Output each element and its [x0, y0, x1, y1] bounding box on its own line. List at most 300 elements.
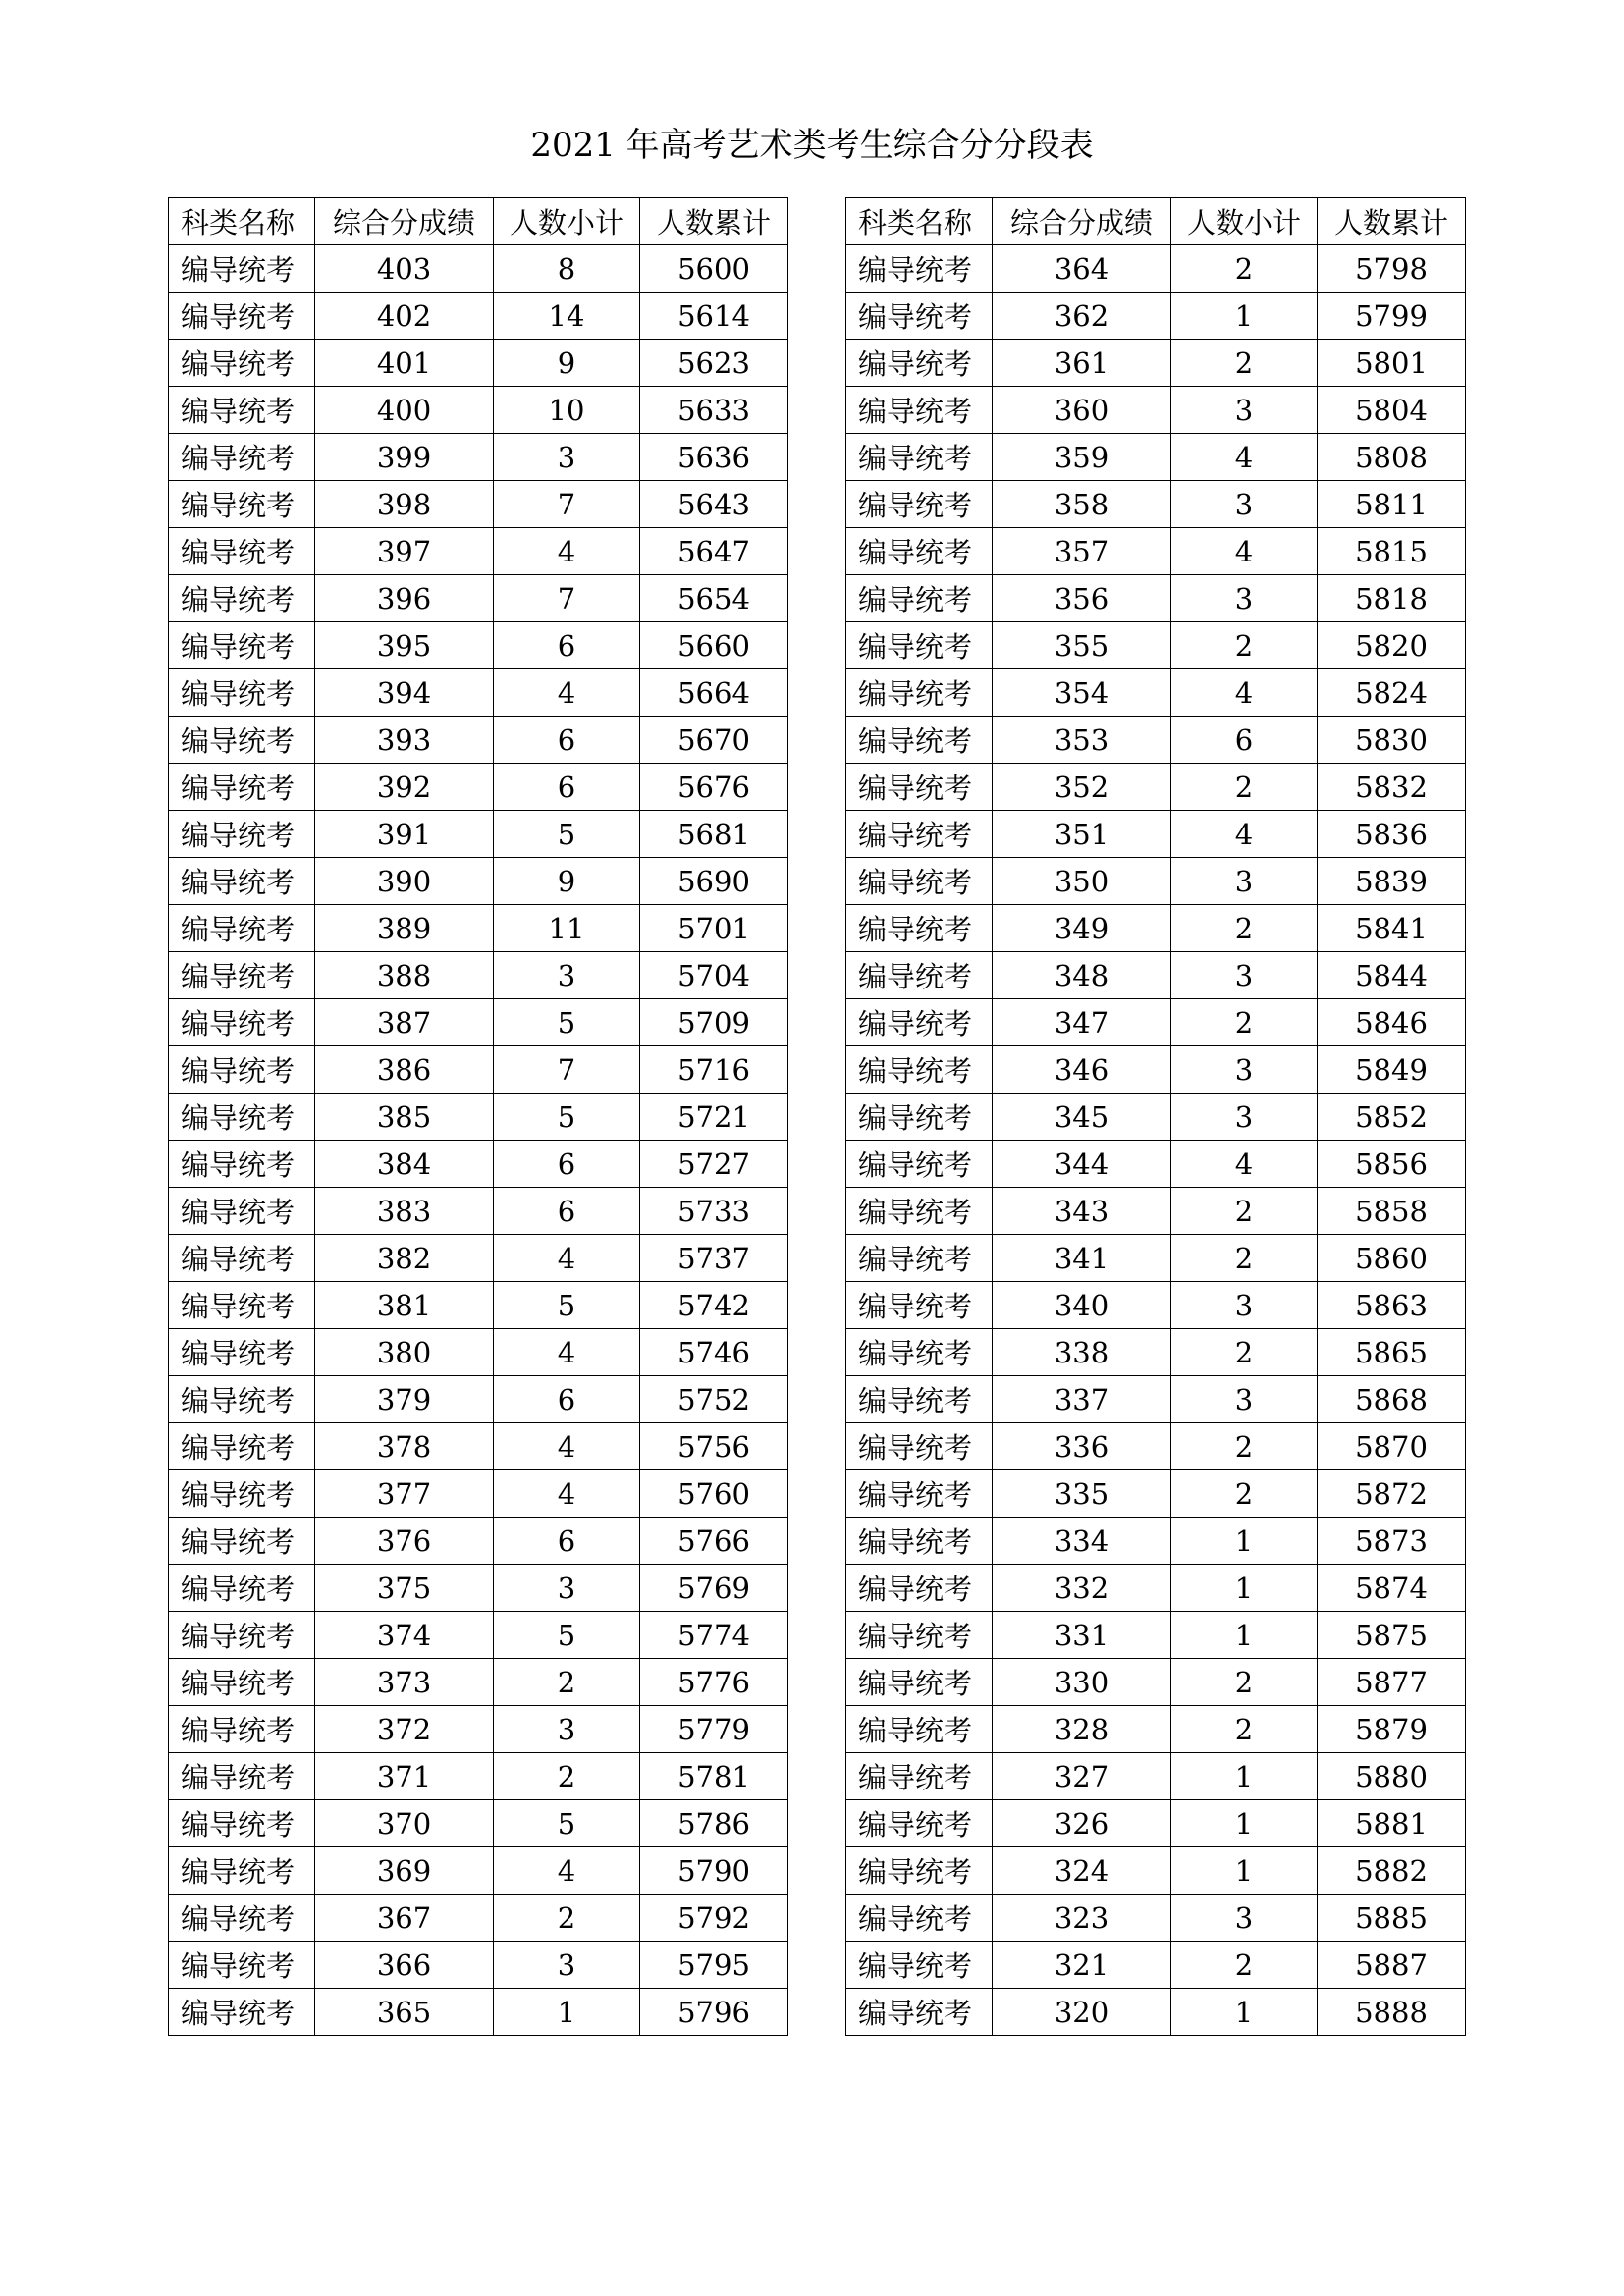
cell-category: 编导统考 — [846, 905, 993, 952]
cell-cumulative: 5670 — [640, 717, 788, 764]
table-row — [169, 1612, 788, 1659]
cell-cumulative: 5781 — [640, 1753, 788, 1800]
cell-cumulative: 5818 — [1318, 575, 1466, 622]
cell-cumulative: 5704 — [640, 952, 788, 999]
cell-cumulative: 5846 — [1318, 999, 1466, 1046]
table-row — [846, 1847, 1466, 1895]
cell-score: 374 — [315, 1612, 494, 1659]
table-row — [169, 434, 788, 481]
cell-count: 3 — [1171, 481, 1318, 528]
table-row — [846, 434, 1466, 481]
cell-cumulative: 5885 — [1318, 1895, 1466, 1942]
cell-cumulative: 5880 — [1318, 1753, 1466, 1800]
cell-score: 359 — [993, 434, 1171, 481]
cell-count: 7 — [494, 575, 640, 622]
table-row — [846, 858, 1466, 905]
table-row — [169, 669, 788, 717]
cell-category: 编导统考 — [169, 575, 315, 622]
cell-count: 1 — [1171, 293, 1318, 340]
cell-cumulative: 5824 — [1318, 669, 1466, 717]
cell-score: 338 — [993, 1329, 1171, 1376]
cell-count: 14 — [494, 293, 640, 340]
cell-cumulative: 5690 — [640, 858, 788, 905]
cell-category: 编导统考 — [846, 1753, 993, 1800]
cell-count: 6 — [494, 1518, 640, 1565]
cell-cumulative: 5811 — [1318, 481, 1466, 528]
cell-cumulative: 5798 — [1318, 245, 1466, 293]
table-row — [169, 528, 788, 575]
cell-category: 编导统考 — [846, 481, 993, 528]
cell-cumulative: 5701 — [640, 905, 788, 952]
cell-cumulative: 5769 — [640, 1565, 788, 1612]
cell-category: 编导统考 — [846, 1141, 993, 1188]
cell-count: 1 — [1171, 1753, 1318, 1800]
table-body-left — [169, 245, 788, 2036]
cell-count: 2 — [494, 1659, 640, 1706]
cell-score: 366 — [315, 1942, 494, 1989]
cell-cumulative: 5882 — [1318, 1847, 1466, 1895]
cell-count: 1 — [1171, 1800, 1318, 1847]
cell-count: 4 — [494, 1329, 640, 1376]
cell-category: 编导统考 — [169, 1046, 315, 1094]
cell-count: 3 — [1171, 575, 1318, 622]
cell-score: 396 — [315, 575, 494, 622]
cell-count: 4 — [494, 1847, 640, 1895]
cell-score: 402 — [315, 293, 494, 340]
cell-count: 2 — [1171, 999, 1318, 1046]
cell-cumulative: 5756 — [640, 1423, 788, 1470]
cell-cumulative: 5774 — [640, 1612, 788, 1659]
cell-cumulative: 5865 — [1318, 1329, 1466, 1376]
cell-count: 2 — [1171, 905, 1318, 952]
cell-category: 编导统考 — [846, 858, 993, 905]
cell-cumulative: 5849 — [1318, 1046, 1466, 1094]
cell-category: 编导统考 — [169, 858, 315, 905]
table-row — [169, 1847, 788, 1895]
table-row — [169, 293, 788, 340]
cell-count: 4 — [494, 1235, 640, 1282]
table-row — [169, 1470, 788, 1518]
cell-cumulative: 5664 — [640, 669, 788, 717]
cell-category: 编导统考 — [169, 293, 315, 340]
cell-score: 344 — [993, 1141, 1171, 1188]
cell-score: 321 — [993, 1942, 1171, 1989]
table-row — [846, 1094, 1466, 1141]
cell-category: 编导统考 — [169, 717, 315, 764]
cell-category: 编导统考 — [169, 1895, 315, 1942]
table-row — [169, 1141, 788, 1188]
cell-count: 6 — [494, 764, 640, 811]
cell-count: 2 — [1171, 1706, 1318, 1753]
table-row — [846, 1753, 1466, 1800]
cell-cumulative: 5766 — [640, 1518, 788, 1565]
cell-score: 324 — [993, 1847, 1171, 1895]
cell-score: 360 — [993, 387, 1171, 434]
cell-score: 357 — [993, 528, 1171, 575]
table-row — [169, 1423, 788, 1470]
cell-score: 337 — [993, 1376, 1171, 1423]
cell-score: 335 — [993, 1470, 1171, 1518]
cell-score: 340 — [993, 1282, 1171, 1329]
cell-cumulative: 5832 — [1318, 764, 1466, 811]
cell-category: 编导统考 — [846, 575, 993, 622]
cell-score: 397 — [315, 528, 494, 575]
cell-cumulative: 5820 — [1318, 622, 1466, 669]
table-row — [846, 481, 1466, 528]
cell-score: 372 — [315, 1706, 494, 1753]
cell-score: 348 — [993, 952, 1171, 999]
cell-count: 3 — [494, 1942, 640, 1989]
cell-count: 9 — [494, 340, 640, 387]
cell-score: 351 — [993, 811, 1171, 858]
cell-cumulative: 5779 — [640, 1706, 788, 1753]
cell-category: 编导统考 — [846, 717, 993, 764]
cell-cumulative: 5746 — [640, 1329, 788, 1376]
cell-cumulative: 5790 — [640, 1847, 788, 1895]
cell-cumulative: 5863 — [1318, 1282, 1466, 1329]
cell-cumulative: 5856 — [1318, 1141, 1466, 1188]
cell-category: 编导统考 — [169, 1565, 315, 1612]
cell-category: 编导统考 — [846, 669, 993, 717]
cell-count: 10 — [494, 387, 640, 434]
cell-score: 391 — [315, 811, 494, 858]
cell-category: 编导统考 — [169, 952, 315, 999]
cell-count: 7 — [494, 481, 640, 528]
table-row — [169, 1282, 788, 1329]
cell-category: 编导统考 — [846, 1188, 993, 1235]
cell-score: 364 — [993, 245, 1171, 293]
table-row — [846, 1989, 1466, 2036]
table-row — [846, 1706, 1466, 1753]
cell-category: 编导统考 — [846, 811, 993, 858]
cell-category: 编导统考 — [169, 1942, 315, 1989]
table-row — [169, 1895, 788, 1942]
score-table-right — [845, 197, 1466, 2036]
cell-score: 365 — [315, 1989, 494, 2036]
cell-cumulative: 5887 — [1318, 1942, 1466, 1989]
cell-category: 编导统考 — [169, 622, 315, 669]
table-row — [169, 999, 788, 1046]
cell-cumulative: 5881 — [1318, 1800, 1466, 1847]
cell-score: 354 — [993, 669, 1171, 717]
cell-cumulative: 5733 — [640, 1188, 788, 1235]
cell-category: 编导统考 — [846, 434, 993, 481]
cell-cumulative: 5874 — [1318, 1565, 1466, 1612]
cell-score: 334 — [993, 1518, 1171, 1565]
cell-cumulative: 5852 — [1318, 1094, 1466, 1141]
cell-score: 361 — [993, 340, 1171, 387]
cell-cumulative: 5647 — [640, 528, 788, 575]
cell-cumulative: 5742 — [640, 1282, 788, 1329]
table-row — [169, 1942, 788, 1989]
header-category: 科类名称 — [169, 198, 315, 245]
table-row — [846, 293, 1466, 340]
cell-category: 编导统考 — [169, 1753, 315, 1800]
cell-cumulative: 5799 — [1318, 293, 1466, 340]
cell-score: 393 — [315, 717, 494, 764]
table-row — [846, 1282, 1466, 1329]
cell-count: 3 — [1171, 952, 1318, 999]
table-row — [169, 481, 788, 528]
cell-category: 编导统考 — [169, 999, 315, 1046]
cell-count: 1 — [1171, 1565, 1318, 1612]
cell-category: 编导统考 — [169, 387, 315, 434]
cell-category: 编导统考 — [169, 1470, 315, 1518]
cell-cumulative: 5776 — [640, 1659, 788, 1706]
table-row — [169, 1046, 788, 1094]
table-row — [169, 622, 788, 669]
cell-category: 编导统考 — [169, 905, 315, 952]
table-row — [846, 717, 1466, 764]
cell-count: 4 — [494, 1423, 640, 1470]
cell-count: 11 — [494, 905, 640, 952]
cell-category: 编导统考 — [169, 1612, 315, 1659]
cell-score: 355 — [993, 622, 1171, 669]
cell-count: 2 — [494, 1753, 640, 1800]
cell-category: 编导统考 — [846, 1942, 993, 1989]
cell-score: 320 — [993, 1989, 1171, 2036]
cell-category: 编导统考 — [846, 1847, 993, 1895]
cell-score: 349 — [993, 905, 1171, 952]
cell-category: 编导统考 — [846, 1565, 993, 1612]
cell-score: 394 — [315, 669, 494, 717]
cell-category: 编导统考 — [169, 1329, 315, 1376]
cell-count: 2 — [1171, 1423, 1318, 1470]
cell-category: 编导统考 — [169, 434, 315, 481]
score-table-left — [168, 197, 788, 2036]
cell-cumulative: 5888 — [1318, 1989, 1466, 2036]
cell-cumulative: 5870 — [1318, 1423, 1466, 1470]
cell-cumulative: 5716 — [640, 1046, 788, 1094]
cell-category: 编导统考 — [846, 340, 993, 387]
table-row — [169, 952, 788, 999]
cell-cumulative: 5839 — [1318, 858, 1466, 905]
table-row — [846, 1141, 1466, 1188]
table-row — [169, 1518, 788, 1565]
cell-score: 345 — [993, 1094, 1171, 1141]
table-row — [846, 905, 1466, 952]
cell-score: 389 — [315, 905, 494, 952]
cell-category: 编导统考 — [846, 1989, 993, 2036]
cell-category: 编导统考 — [169, 1989, 315, 2036]
cell-score: 388 — [315, 952, 494, 999]
table-row — [169, 1565, 788, 1612]
cell-category: 编导统考 — [169, 1282, 315, 1329]
table-row — [846, 811, 1466, 858]
cell-count: 6 — [494, 1188, 640, 1235]
cell-score: 384 — [315, 1141, 494, 1188]
cell-count: 2 — [1171, 1329, 1318, 1376]
cell-score: 376 — [315, 1518, 494, 1565]
cell-category: 编导统考 — [169, 1188, 315, 1235]
cell-count: 3 — [494, 434, 640, 481]
cell-category: 编导统考 — [846, 1046, 993, 1094]
cell-cumulative: 5643 — [640, 481, 788, 528]
cell-category: 编导统考 — [846, 1282, 993, 1329]
table-row — [169, 1753, 788, 1800]
table-row — [846, 1376, 1466, 1423]
cell-cumulative: 5614 — [640, 293, 788, 340]
cell-score: 380 — [315, 1329, 494, 1376]
cell-category: 编导统考 — [846, 293, 993, 340]
cell-score: 385 — [315, 1094, 494, 1141]
table-row — [169, 905, 788, 952]
cell-cumulative: 5760 — [640, 1470, 788, 1518]
cell-count: 8 — [494, 245, 640, 293]
cell-score: 346 — [993, 1046, 1171, 1094]
table-row — [846, 1612, 1466, 1659]
cell-cumulative: 5836 — [1318, 811, 1466, 858]
cell-score: 370 — [315, 1800, 494, 1847]
cell-count: 2 — [1171, 1235, 1318, 1282]
table-row — [169, 245, 788, 293]
cell-score: 327 — [993, 1753, 1171, 1800]
cell-count: 7 — [494, 1046, 640, 1094]
cell-score: 332 — [993, 1565, 1171, 1612]
cell-count: 4 — [1171, 434, 1318, 481]
table-row — [846, 622, 1466, 669]
table-row — [846, 1518, 1466, 1565]
table-row — [846, 1470, 1466, 1518]
table-row — [846, 764, 1466, 811]
cell-count: 4 — [494, 528, 640, 575]
cell-count: 1 — [494, 1989, 640, 2036]
table-row — [169, 1989, 788, 2036]
cell-score: 358 — [993, 481, 1171, 528]
table-row — [169, 858, 788, 905]
cell-count: 3 — [494, 1565, 640, 1612]
table-row — [846, 1659, 1466, 1706]
cell-score: 371 — [315, 1753, 494, 1800]
cell-score: 347 — [993, 999, 1171, 1046]
cell-score: 401 — [315, 340, 494, 387]
cell-score: 353 — [993, 717, 1171, 764]
table-row — [846, 952, 1466, 999]
cell-category: 编导统考 — [169, 1659, 315, 1706]
cell-category: 编导统考 — [169, 1800, 315, 1847]
cell-cumulative: 5676 — [640, 764, 788, 811]
header-score: 综合分成绩 — [993, 198, 1171, 245]
cell-count: 4 — [1171, 669, 1318, 717]
cell-score: 382 — [315, 1235, 494, 1282]
cell-category: 编导统考 — [169, 245, 315, 293]
table-row — [169, 1329, 788, 1376]
cell-cumulative: 5815 — [1318, 528, 1466, 575]
table-row — [846, 1895, 1466, 1942]
table-row — [169, 387, 788, 434]
cell-count: 2 — [1171, 340, 1318, 387]
cell-category: 编导统考 — [846, 1612, 993, 1659]
cell-cumulative: 5872 — [1318, 1470, 1466, 1518]
cell-score: 330 — [993, 1659, 1171, 1706]
cell-count: 2 — [1171, 1188, 1318, 1235]
cell-count: 2 — [1171, 1470, 1318, 1518]
table-header-row — [169, 198, 788, 245]
table-row — [169, 1659, 788, 1706]
cell-cumulative: 5752 — [640, 1376, 788, 1423]
cell-count: 5 — [494, 999, 640, 1046]
cell-count: 2 — [1171, 1659, 1318, 1706]
cell-score: 336 — [993, 1423, 1171, 1470]
table-row — [846, 528, 1466, 575]
cell-count: 2 — [1171, 245, 1318, 293]
cell-count: 1 — [1171, 1518, 1318, 1565]
table-header-row — [846, 198, 1466, 245]
cell-category: 编导统考 — [169, 1423, 315, 1470]
cell-category: 编导统考 — [169, 1094, 315, 1141]
cell-category: 编导统考 — [846, 622, 993, 669]
cell-count: 2 — [1171, 764, 1318, 811]
cell-count: 4 — [1171, 528, 1318, 575]
cell-category: 编导统考 — [846, 528, 993, 575]
cell-count: 4 — [1171, 811, 1318, 858]
cell-score: 341 — [993, 1235, 1171, 1282]
cell-category: 编导统考 — [846, 1659, 993, 1706]
cell-category: 编导统考 — [169, 1847, 315, 1895]
cell-cumulative: 5633 — [640, 387, 788, 434]
cell-count: 3 — [1171, 1094, 1318, 1141]
cell-score: 386 — [315, 1046, 494, 1094]
table-row — [846, 999, 1466, 1046]
cell-cumulative: 5654 — [640, 575, 788, 622]
cell-count: 6 — [494, 1376, 640, 1423]
cell-cumulative: 5636 — [640, 434, 788, 481]
table-row — [169, 1188, 788, 1235]
cell-score: 350 — [993, 858, 1171, 905]
cell-score: 390 — [315, 858, 494, 905]
cell-category: 编导统考 — [846, 764, 993, 811]
table-row — [846, 1046, 1466, 1094]
cell-count: 4 — [494, 1470, 640, 1518]
cell-count: 3 — [1171, 387, 1318, 434]
cell-cumulative: 5681 — [640, 811, 788, 858]
cell-cumulative: 5660 — [640, 622, 788, 669]
table-row — [169, 1235, 788, 1282]
cell-cumulative: 5795 — [640, 1942, 788, 1989]
cell-category: 编导统考 — [169, 1376, 315, 1423]
cell-cumulative: 5600 — [640, 245, 788, 293]
table-row — [169, 1706, 788, 1753]
table-row — [169, 764, 788, 811]
cell-score: 343 — [993, 1188, 1171, 1235]
cell-cumulative: 5860 — [1318, 1235, 1466, 1282]
table-row — [846, 1800, 1466, 1847]
table-row — [846, 340, 1466, 387]
cell-cumulative: 5858 — [1318, 1188, 1466, 1235]
cell-cumulative: 5792 — [640, 1895, 788, 1942]
cell-score: 400 — [315, 387, 494, 434]
table-row — [846, 1188, 1466, 1235]
cell-cumulative: 5709 — [640, 999, 788, 1046]
cell-category: 编导统考 — [169, 1141, 315, 1188]
cell-cumulative: 5796 — [640, 1989, 788, 2036]
header-score: 综合分成绩 — [315, 198, 494, 245]
header-count: 人数小计 — [1171, 198, 1318, 245]
cell-score: 352 — [993, 764, 1171, 811]
cell-count: 9 — [494, 858, 640, 905]
cell-cumulative: 5844 — [1318, 952, 1466, 999]
cell-category: 编导统考 — [169, 528, 315, 575]
cell-count: 5 — [494, 1800, 640, 1847]
cell-score: 362 — [993, 293, 1171, 340]
cell-category: 编导统考 — [846, 999, 993, 1046]
page-title: 2021 年高考艺术类考生综合分分段表 — [530, 126, 1094, 165]
table-row — [846, 1565, 1466, 1612]
cell-category: 编导统考 — [169, 1706, 315, 1753]
cell-count: 5 — [494, 1282, 640, 1329]
table-row — [169, 1376, 788, 1423]
table-row — [169, 1800, 788, 1847]
